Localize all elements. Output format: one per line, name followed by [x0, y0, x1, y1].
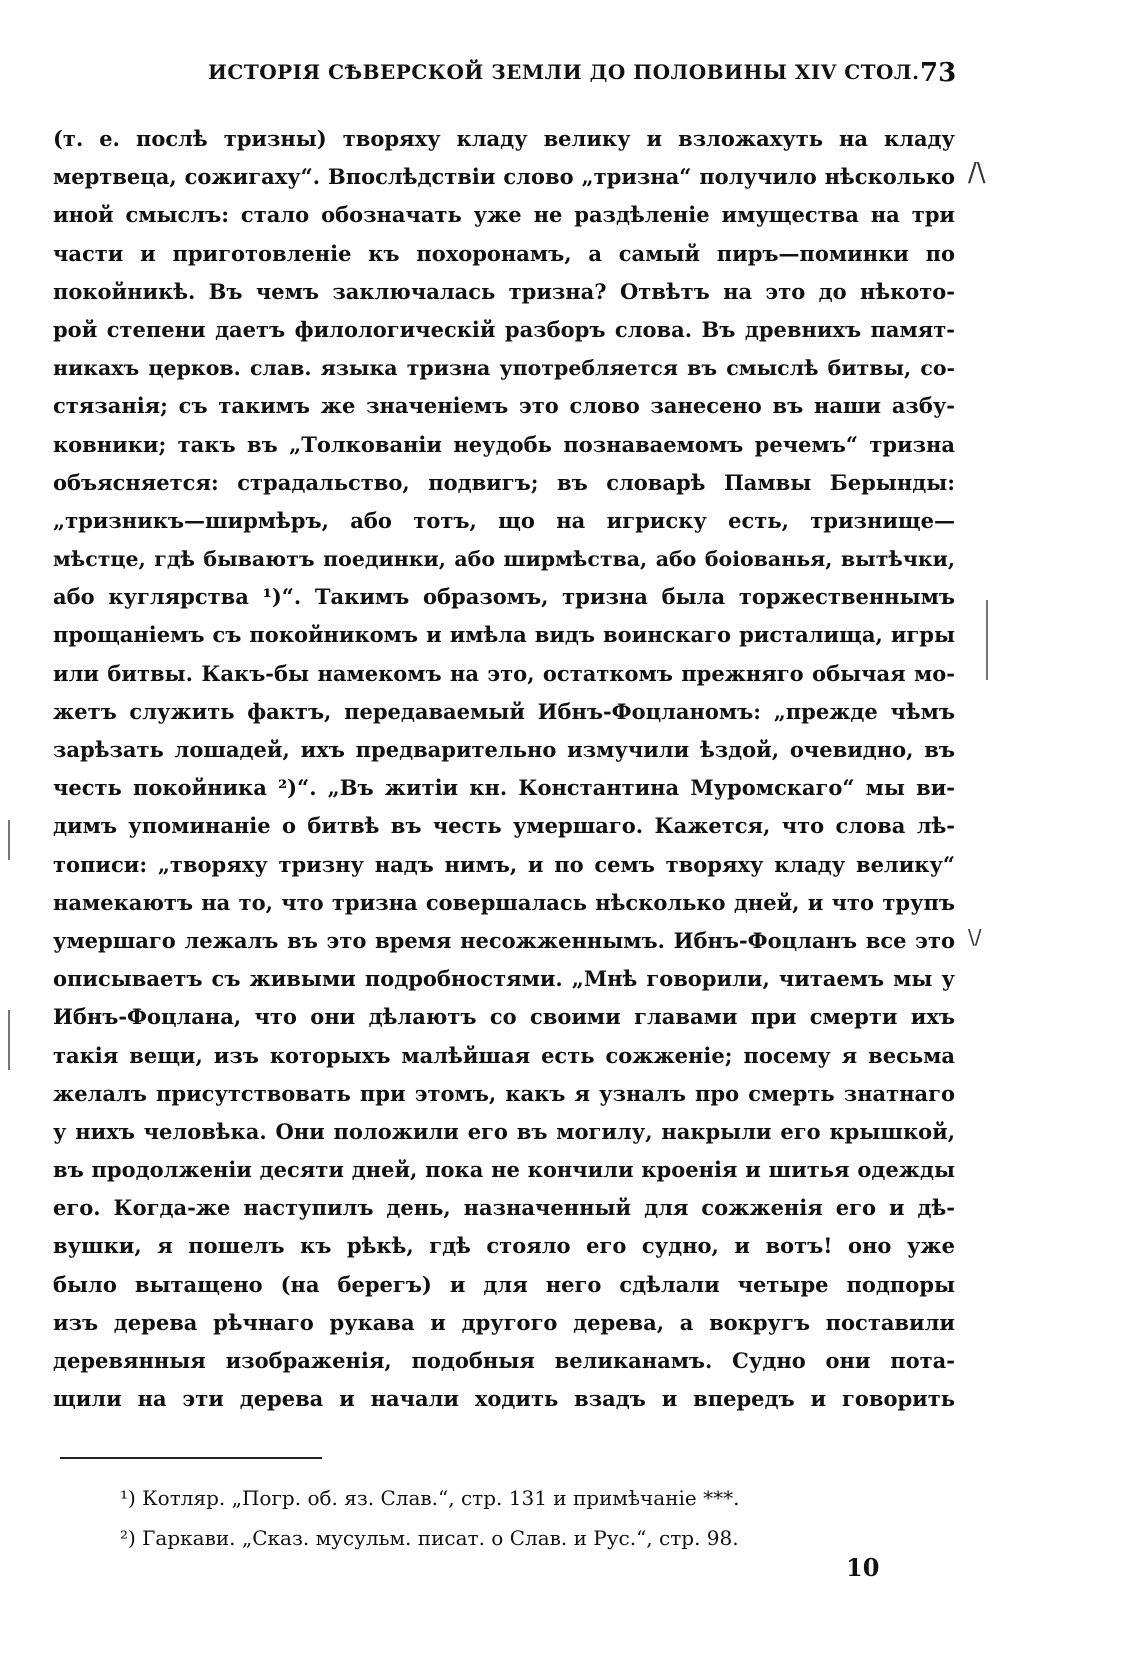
text-line: жетъ служить фактъ, передаваемый Ибнъ-Фоцланомъ: „прежде чѣмъ — [53, 698, 955, 724]
text-line: изъ дерева рѣчнаго рукава и другого дерева, а вокругъ поставили — [53, 1309, 955, 1335]
text-line: объясняется: страдальство, подвигъ; въ словарѣ Памвы Берынды: — [53, 469, 955, 495]
text-line: было вытащено (на берегъ) и для него сдѣлали четыре подпоры — [53, 1271, 955, 1297]
text-line: мѣстце, гдѣ бываютъ поединки, або ширмѣства, або боіованья, вытѣчки, — [53, 547, 955, 572]
margin-rule-left — [8, 1010, 10, 1070]
text-line: никахъ церков. слав. языка тризна употребляется въ смыслѣ битвы, со- — [53, 356, 955, 381]
text-line: (т. е. послѣ тризны) творяху кладу велику и взложахуть на кладу — [53, 126, 955, 151]
text-line: части и приготовленіе къ похоронамъ, а самый пиръ—поминки по — [53, 240, 955, 266]
text-line: иной смыслъ: стало обозначать уже не раздѣленіе имущества на три — [53, 202, 955, 228]
text-line: зарѣзать лошадей, ихъ предварительно измучили ѣздой, очевидно, въ — [53, 737, 955, 762]
text-line: его. Когда-же наступилъ день, назначенный для сожженія его и дѣ- — [53, 1195, 955, 1221]
running-title: ИСТОРІЯ СѢВЕРСКОЙ ЗЕМЛИ ДО ПОЛОВИНЫ XIV СТОЛ. — [208, 60, 920, 84]
text-line: или битвы. Какъ-бы намекомъ на это, остаткомъ прежняго обычая мо- — [53, 660, 955, 686]
printer-signature-mark: 10 — [846, 1553, 880, 1582]
text-line: димъ упоминаніе о битвѣ въ честь умершаго. Кажется, что слова лѣ- — [53, 813, 955, 839]
text-line: такія вещи, изъ которыхъ малѣйшая есть сожженіе; посему я весьма — [53, 1042, 955, 1068]
footnote: ¹) Котляр. „Погр. об. яз. Слав.“, стр. 131 и примѣчаніе ***. — [120, 1486, 740, 1510]
margin-rule-left — [8, 820, 10, 860]
text-line: описываетъ съ живыми подробностями. „Мнѣ говорили, читаемъ мы у — [53, 966, 955, 992]
text-line: желалъ присутствовать при этомъ, какъ я узналъ про смерть знатнаго — [53, 1080, 955, 1106]
footnote: ²) Гаркави. „Сказ. мусульм. писат. о Слав. и Рус.“, стр. 98. — [120, 1526, 739, 1550]
text-line: покойникѣ. Въ чемъ заключалась тризна? Отвѣтъ на это до нѣкото- — [53, 278, 955, 304]
text-line: „тризникъ—ширмѣръ, або тотъ, що на игриску есть, тризнище— — [53, 507, 955, 533]
text-line: або куглярства ¹)“. Такимъ образомъ, тризна была торжественнымъ — [53, 584, 955, 610]
text-line: ковники; такъ въ „Толкованіи неудобь познаваемомъ речемъ“ тризна — [53, 431, 955, 457]
margin-tick-mark: \/ — [968, 925, 982, 949]
margin-rule-right — [986, 600, 988, 680]
text-line: намекаютъ на то, что тризна совершалась нѣсколько дней, и что трупъ — [53, 889, 955, 915]
text-line: деревянныя изображенія, подобныя великанамъ. Судно они пота- — [53, 1348, 955, 1373]
text-line: умершаго лежалъ въ это время несожженнымъ. Ибнъ-Фоцланъ все это — [53, 927, 955, 953]
text-line: честь покойника ²)“. „Въ житіи кн. Константина Муромскаго“ мы ви- — [53, 775, 955, 801]
page-number: 73 — [920, 58, 957, 88]
margin-caret-mark: /\ — [968, 158, 986, 188]
text-line: тописи: „творяху тризну надъ нимъ, и по семъ творяху кладу велику“ — [53, 851, 955, 877]
text-line: прощаніемъ съ покойникомъ и имѣла видъ воинскаго ристалища, игры — [53, 622, 955, 648]
text-line: рой степени даетъ филологическій разборъ слова. Въ древнихъ памят- — [53, 316, 955, 342]
body-text — [53, 120, 955, 1418]
footnotes — [120, 1478, 900, 1558]
text-line: въ продолженіи десяти дней, пока не кончили кроенія и шитья одежды — [53, 1157, 955, 1183]
text-line: стязанія; съ такимъ же значеніемъ это слово занесено въ наши азбу- — [53, 393, 955, 419]
text-line: щили на эти дерева и начали ходить взадъ и впередъ и говорить — [53, 1386, 955, 1412]
text-line: Ибнъ-Фоцлана, что они дѣлаютъ со своими главами при смерти ихъ — [53, 1004, 955, 1030]
text-line: у нихъ человѣка. Они положили его въ могилу, накрыли его крышкой, — [53, 1118, 955, 1144]
footnote-divider — [60, 1457, 322, 1459]
text-line: мертвеца, сожигаху“. Впослѣдствіи слово „тризна“ получило нѣсколько — [53, 164, 955, 190]
text-line: вушки, я пошелъ къ рѣкѣ, гдѣ стояло его судно, и вотъ! оно уже — [53, 1233, 955, 1259]
